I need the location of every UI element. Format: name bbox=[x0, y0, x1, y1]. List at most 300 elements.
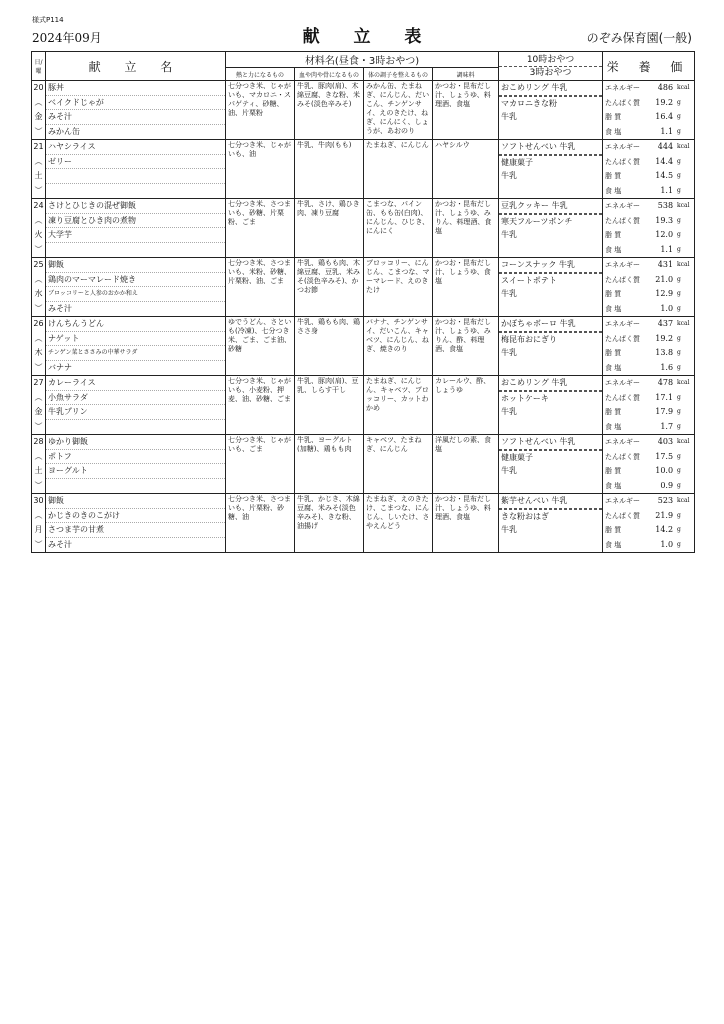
date-bracket-top: ︵ bbox=[34, 510, 43, 520]
date-bracket-bottom: ︶ bbox=[34, 480, 43, 490]
ingredient-cell: 牛乳、豚肉(肩)、豆乳、しらす干し bbox=[295, 376, 364, 435]
nutrient-protein bbox=[603, 391, 694, 406]
day-cell bbox=[32, 140, 46, 199]
date-bracket-top: ︵ bbox=[34, 451, 43, 461]
nutrient-label: 食 塩 bbox=[605, 422, 622, 431]
snack-pm-item: 寒天フルーツポンチ bbox=[499, 214, 602, 229]
day-of-week: 金 bbox=[34, 407, 43, 416]
snack-pm-item: きな粉おはぎ bbox=[499, 509, 602, 524]
dishes-cell bbox=[46, 258, 226, 317]
nutrient-protein bbox=[603, 450, 694, 465]
ingredient-cell: かつお・昆布だし汁、しょうゆ、料理酒、食塩 bbox=[433, 81, 499, 140]
dish-name: ベイクドじゃが bbox=[46, 96, 225, 111]
nutrient-value: 431 bbox=[657, 260, 674, 269]
nutrient-value: 19.3 bbox=[655, 215, 674, 225]
nutrient-label: エネルギー bbox=[605, 438, 641, 446]
date-number: 24 bbox=[33, 201, 44, 210]
day-cell bbox=[32, 494, 46, 553]
nutrient-label: 食 塩 bbox=[605, 127, 622, 136]
date-bracket-top: ︵ bbox=[34, 215, 43, 225]
ing-energy-header: 熱と力になるもの bbox=[226, 68, 295, 81]
nutrient-unit: kcal bbox=[677, 202, 690, 209]
day-of-week: 月 bbox=[34, 525, 43, 534]
nutrient-fat bbox=[603, 169, 694, 184]
dishes-cell bbox=[46, 435, 226, 494]
nutrient-label: 食 塩 bbox=[605, 186, 622, 195]
nutrient-value: 16.4 bbox=[655, 112, 674, 121]
ingredient-cell: たまねぎ、にんじん、キャベツ、ブロッコリー、カットわかめ bbox=[364, 376, 433, 435]
nutrient-unit: kcal bbox=[677, 143, 690, 150]
nutrient-unit: g bbox=[677, 511, 681, 519]
nutrient-energy bbox=[603, 435, 694, 450]
snack-cell bbox=[499, 258, 603, 317]
nutrient-energy bbox=[603, 81, 694, 96]
date-bracket-top: ︵ bbox=[34, 156, 43, 166]
nutrient-label: 脂 質 bbox=[605, 172, 622, 180]
nutrient-label: エネルギー bbox=[605, 320, 641, 328]
nutrient-unit: kcal bbox=[677, 379, 690, 386]
day-of-week: 土 bbox=[34, 466, 43, 475]
dish-name: みそ汁 bbox=[48, 303, 72, 313]
snack-am: おこめリング 牛乳 bbox=[499, 376, 602, 391]
nutrient-unit: kcal bbox=[677, 261, 690, 268]
nutrient-unit: g bbox=[677, 408, 681, 415]
day-of-week: 土 bbox=[34, 171, 43, 180]
nutrient-salt bbox=[603, 538, 694, 553]
nutrient-value: 538 bbox=[657, 201, 674, 210]
ingredient-cell: かつお・昆布だし汁、しょうゆ、食塩 bbox=[433, 258, 499, 317]
year-month: 2024年09月 bbox=[32, 31, 102, 45]
nutrient-label: エネルギー bbox=[605, 497, 641, 505]
dish-name: 御飯 bbox=[46, 258, 225, 273]
nutrient-value: 478 bbox=[657, 378, 674, 387]
dish-name: みそ汁 bbox=[46, 110, 225, 125]
nutrition-cell bbox=[603, 81, 695, 140]
dish-name bbox=[46, 420, 225, 435]
snack-am: コーンスナック 牛乳 bbox=[499, 258, 602, 273]
nutrient-label: たんぱく質 bbox=[605, 216, 641, 225]
nutrient-fat bbox=[603, 464, 694, 479]
snack-am: かぼちゃボーロ 牛乳 bbox=[499, 317, 602, 332]
menu-day-row bbox=[32, 494, 695, 553]
nutrient-value: 1.1 bbox=[660, 185, 674, 195]
day-cell bbox=[32, 258, 46, 317]
nutrient-label: 食 塩 bbox=[605, 481, 622, 490]
menu-day-row bbox=[32, 435, 695, 494]
dish-name: けんちんうどん bbox=[46, 317, 225, 332]
dish-name: チンゲン菜とささみの中華サラダ bbox=[46, 346, 225, 361]
day-of-week: 水 bbox=[34, 289, 43, 298]
nutrient-protein bbox=[603, 96, 694, 111]
nutrient-label: 食 塩 bbox=[605, 363, 622, 372]
dish-name: 鶏肉のマーマレード焼き bbox=[46, 273, 225, 288]
date-bracket-bottom: ︶ bbox=[34, 539, 43, 549]
nutrient-value: 14.5 bbox=[655, 171, 674, 180]
nutrient-salt bbox=[603, 184, 694, 199]
ingredient-cell: こまつな、パイン缶、もも缶(白肉)、にんじん、ひじき、にんにく bbox=[364, 199, 433, 258]
date-bracket-bottom: ︶ bbox=[34, 362, 43, 372]
nutrient-label: 食 塩 bbox=[605, 304, 622, 313]
nutrient-unit: g bbox=[677, 481, 681, 489]
nutrient-unit: g bbox=[677, 113, 681, 120]
day-of-week: 火 bbox=[34, 230, 43, 239]
ing-seasoning-header: 調味料 bbox=[433, 68, 499, 81]
nutrient-label: たんぱく質 bbox=[605, 157, 641, 166]
nutrient-unit: g bbox=[677, 98, 681, 106]
nutrient-energy bbox=[603, 199, 694, 214]
snack-am: ソフトせんべい 牛乳 bbox=[499, 140, 602, 155]
ing-body-header: 血や肉や骨になるもの bbox=[295, 68, 364, 81]
nutrient-value: 17.1 bbox=[655, 392, 674, 402]
nutrient-value: 486 bbox=[657, 83, 674, 92]
nutrient-unit: g bbox=[677, 172, 681, 179]
nutrient-unit: g bbox=[677, 186, 681, 194]
snack-pm-drink: 牛乳 bbox=[501, 171, 518, 180]
dish-name bbox=[46, 243, 225, 258]
nutrient-unit: g bbox=[677, 275, 681, 283]
ingredient-cell: 七分つき米、じゃがいも、小麦粉、押麦、油、砂糖、ごま bbox=[226, 376, 295, 435]
ingredient-cell: 牛乳、牛肉(もも) bbox=[295, 140, 364, 199]
nutrient-protein bbox=[603, 332, 694, 347]
snack-am: ソフトせんべい 牛乳 bbox=[499, 435, 602, 450]
snack-pm-item: スイートポテト bbox=[499, 273, 602, 288]
date-bracket-top: ︵ bbox=[34, 392, 43, 402]
snack-cell bbox=[499, 199, 603, 258]
dishes-cell bbox=[46, 140, 226, 199]
dish-name: 御飯 bbox=[46, 494, 225, 509]
snack-cell bbox=[499, 140, 603, 199]
form-number: 様式P114 bbox=[32, 16, 64, 24]
nutrient-value: 1.0 bbox=[660, 303, 674, 313]
snack-pm-drink: 牛乳 bbox=[501, 348, 518, 357]
snack-pm-drink: 牛乳 bbox=[501, 525, 518, 534]
nutrient-label: 食 塩 bbox=[605, 245, 622, 254]
nutrient-unit: kcal bbox=[677, 320, 690, 327]
nutrient-unit: g bbox=[677, 393, 681, 401]
menu-table bbox=[31, 51, 695, 553]
menu-day-row bbox=[32, 81, 695, 140]
nutrient-label: エネルギー bbox=[605, 379, 641, 387]
snack-cell bbox=[499, 494, 603, 553]
ingredient-cell: 牛乳、ヨーグルト(加糖)、鶏もも肉 bbox=[295, 435, 364, 494]
dish-name: ゼリー bbox=[46, 155, 225, 170]
dishes-cell bbox=[46, 317, 226, 376]
dish-name: みかん缶 bbox=[48, 126, 80, 136]
ingredients-header: 材料名(昼食・3時おやつ) bbox=[226, 52, 499, 68]
snack-cell bbox=[499, 435, 603, 494]
nutrient-unit: g bbox=[677, 216, 681, 224]
date-bracket-top: ︵ bbox=[34, 274, 43, 284]
ingredient-cell: かつお・昆布だし汁、しょうゆ、みりん、料理酒、食塩 bbox=[433, 199, 499, 258]
ingredient-cell: 牛乳、かじき、木綿豆腐、米みそ(淡色辛みそ)、きな粉、油揚げ bbox=[295, 494, 364, 553]
dish-name: ヨーグルト bbox=[46, 464, 225, 479]
nutrient-protein bbox=[603, 509, 694, 524]
nutrient-value: 17.5 bbox=[655, 451, 674, 461]
ingredient-cell: かつお・昆布だし汁、しょうゆ、みりん、酢、料理酒、食塩 bbox=[433, 317, 499, 376]
nutrient-value: 1.1 bbox=[660, 126, 674, 136]
nutrient-unit: g bbox=[677, 452, 681, 460]
dish-name: ナゲット bbox=[46, 332, 225, 347]
dish-name bbox=[46, 169, 225, 184]
dish-name: 凍り豆腐とひき肉の煮物 bbox=[46, 214, 225, 229]
nutrient-fat bbox=[603, 405, 694, 420]
nutrient-unit: g bbox=[677, 231, 681, 238]
dish-name: ハヤシライス bbox=[46, 140, 225, 155]
nutrient-value: 1.0 bbox=[660, 539, 674, 549]
nutrient-fat bbox=[603, 346, 694, 361]
nutrient-value: 444 bbox=[657, 142, 674, 151]
snack-pm-item: 健康菓子 bbox=[499, 450, 602, 465]
nutrient-unit: g bbox=[677, 540, 681, 548]
snack-pm-drink: 牛乳 bbox=[501, 230, 518, 239]
snack-cell bbox=[499, 376, 603, 435]
snack-pm-item: 健康菓子 bbox=[499, 155, 602, 170]
nutrient-label: エネルギー bbox=[605, 84, 641, 92]
nutrient-value: 19.2 bbox=[655, 333, 674, 343]
dishes-cell bbox=[46, 199, 226, 258]
nutrient-value: 1.7 bbox=[660, 421, 674, 431]
day-of-week: 木 bbox=[34, 348, 43, 357]
nutrition-cell bbox=[603, 199, 695, 258]
nutrient-unit: g bbox=[677, 349, 681, 356]
dishes-cell bbox=[46, 81, 226, 140]
snack-pm-drink: 牛乳 bbox=[501, 112, 518, 121]
ingredient-cell: 七分つき米、じゃがいも、マカロニ・スパゲティ、砂糖、油、片栗粉 bbox=[226, 81, 295, 140]
nutrition-cell bbox=[603, 317, 695, 376]
nutrition-cell bbox=[603, 258, 695, 317]
day-cell bbox=[32, 435, 46, 494]
dish-name: 小魚サラダ bbox=[46, 391, 225, 406]
nutrition-cell bbox=[603, 140, 695, 199]
date-bracket-bottom: ︶ bbox=[34, 185, 43, 195]
date-number: 27 bbox=[33, 378, 44, 387]
dish-name: ブロッコリーと人参のおかか和え bbox=[46, 287, 225, 302]
nutrient-energy bbox=[603, 317, 694, 332]
nutrient-unit: g bbox=[677, 290, 681, 297]
nutrient-energy bbox=[603, 494, 694, 509]
day-header: 日/曜 bbox=[32, 52, 46, 81]
day-of-week: 金 bbox=[34, 112, 43, 121]
nutrient-value: 19.2 bbox=[655, 97, 674, 107]
nutrient-fat bbox=[603, 228, 694, 243]
nutrient-label: 脂 質 bbox=[605, 290, 622, 298]
nutrient-unit: kcal bbox=[677, 438, 690, 445]
ingredient-cell: 七分つき米、さつまいも、米粉、砂糖、片栗粉、油、ごま bbox=[226, 258, 295, 317]
dish-name bbox=[46, 479, 225, 494]
ingredient-cell: カレールウ、酢、しょうゆ bbox=[433, 376, 499, 435]
day-cell bbox=[32, 376, 46, 435]
dish-name: みそ汁 bbox=[48, 539, 72, 549]
ingredient-cell: 牛乳、鶏もも肉、鶏ささ身 bbox=[295, 317, 364, 376]
menu-name-header: 献 立 名 bbox=[46, 52, 226, 81]
dish-name: かじきのきのこがけ bbox=[46, 509, 225, 524]
nutrient-label: 脂 質 bbox=[605, 467, 622, 475]
nutrient-salt bbox=[603, 302, 694, 317]
nutrient-fat bbox=[603, 523, 694, 538]
nutrition-cell bbox=[603, 435, 695, 494]
nutrient-value: 17.9 bbox=[655, 407, 674, 416]
nutrient-unit: g bbox=[677, 467, 681, 474]
nutrition-cell bbox=[603, 376, 695, 435]
nutrient-fat bbox=[603, 110, 694, 125]
nutrient-unit: g bbox=[677, 127, 681, 135]
nutrient-label: エネルギー bbox=[605, 202, 641, 210]
dish-name: 豚丼 bbox=[46, 81, 225, 96]
date-number: 25 bbox=[33, 260, 44, 269]
nutrient-energy bbox=[603, 258, 694, 273]
ingredient-cell: 牛乳、鶏もも肉、木綿豆腐、豆乳、米みそ(淡色辛みそ)、かつお節 bbox=[295, 258, 364, 317]
nutrient-label: エネルギー bbox=[605, 143, 641, 151]
date-bracket-top: ︵ bbox=[34, 333, 43, 343]
ingredient-cell: 七分つき米、じゃがいも、油 bbox=[226, 140, 295, 199]
menu-day-row bbox=[32, 258, 695, 317]
nutrient-salt bbox=[603, 479, 694, 494]
ingredient-cell: みかん缶、たまねぎ、にんじん、だいこん、チンゲンサイ、えのきたけ、ねぎ、にんにく、しょうが、あおのり bbox=[364, 81, 433, 140]
day-cell bbox=[32, 81, 46, 140]
ingredient-cell: たまねぎ、にんじん bbox=[364, 140, 433, 199]
nutrient-label: 脂 質 bbox=[605, 408, 622, 416]
nutrient-label: たんぱく質 bbox=[605, 98, 641, 107]
snack-header bbox=[499, 52, 603, 81]
nutrient-label: たんぱく質 bbox=[605, 275, 641, 284]
nutrient-value: 14.2 bbox=[655, 525, 674, 534]
dish-name bbox=[46, 184, 225, 199]
nutrient-value: 14.4 bbox=[655, 156, 674, 166]
ingredient-cell: ゆでうどん、さといも(冷凍)、七分つき米、ごま、ごま油、砂糖 bbox=[226, 317, 295, 376]
dish-name: ゆかり御飯 bbox=[46, 435, 225, 450]
nutrient-value: 437 bbox=[657, 319, 674, 328]
ingredient-cell: たまねぎ、えのきたけ、こまつな、にんじん、しいたけ、さやえんどう bbox=[364, 494, 433, 553]
nutrient-label: エネルギー bbox=[605, 261, 641, 269]
nutrient-label: たんぱく質 bbox=[605, 393, 641, 402]
date-number: 30 bbox=[33, 496, 44, 505]
nutrient-salt bbox=[603, 420, 694, 435]
nutrient-unit: g bbox=[677, 526, 681, 533]
ingredient-cell: バナナ、チンゲンサイ、だいこん、キャベツ、にんじん、ねぎ、焼きのり bbox=[364, 317, 433, 376]
nutrient-salt bbox=[603, 361, 694, 376]
nutrient-label: 脂 質 bbox=[605, 349, 622, 357]
ingredient-cell: キャベツ、たまねぎ、にんじん bbox=[364, 435, 433, 494]
dish-name: ポトフ bbox=[46, 450, 225, 465]
nutrient-value: 13.8 bbox=[655, 348, 674, 357]
nutrient-label: 脂 質 bbox=[605, 113, 622, 121]
snack-pm-header: 3時おやつ bbox=[529, 67, 572, 78]
nutrient-value: 403 bbox=[657, 437, 674, 446]
nutrient-fat bbox=[603, 287, 694, 302]
nutrient-value: 0.9 bbox=[660, 480, 674, 490]
date-bracket-top: ︵ bbox=[34, 97, 43, 107]
nutrient-unit: g bbox=[677, 422, 681, 430]
nutrient-label: たんぱく質 bbox=[605, 452, 641, 461]
day-cell bbox=[32, 199, 46, 258]
menu-day-row bbox=[32, 140, 695, 199]
nutrient-salt bbox=[603, 125, 694, 140]
snack-am-header: 10時おやつ bbox=[499, 54, 602, 67]
snack-pm-drink: 牛乳 bbox=[501, 407, 518, 416]
nutrient-energy bbox=[603, 140, 694, 155]
ing-condition-header: 体の調子を整えるもの bbox=[364, 68, 433, 81]
nutrient-label: たんぱく質 bbox=[605, 511, 641, 520]
nutrient-unit: g bbox=[677, 334, 681, 342]
ingredient-cell: 七分つき米、さつまいも、片栗粉、砂糖、油 bbox=[226, 494, 295, 553]
ingredient-cell: 洋風だしの素、食塩 bbox=[433, 435, 499, 494]
snack-cell bbox=[499, 81, 603, 140]
nutrient-value: 1.6 bbox=[660, 362, 674, 372]
dish-name: さつま芋の甘煮 bbox=[46, 523, 225, 538]
nutrient-value: 12.9 bbox=[655, 289, 674, 298]
date-number: 21 bbox=[33, 142, 44, 151]
dishes-cell bbox=[46, 376, 226, 435]
nutrient-unit: g bbox=[677, 157, 681, 165]
date-bracket-bottom: ︶ bbox=[34, 244, 43, 254]
snack-am: 豆乳クッキー 牛乳 bbox=[499, 199, 602, 214]
nutrient-unit: kcal bbox=[677, 84, 690, 91]
nutrient-value: 21.0 bbox=[655, 274, 674, 284]
date-number: 20 bbox=[33, 83, 44, 92]
nutrient-value: 10.0 bbox=[655, 466, 674, 475]
nutrient-unit: g bbox=[677, 363, 681, 371]
snack-pm-drink: 牛乳 bbox=[501, 466, 518, 475]
snack-am: おこめリング 牛乳 bbox=[499, 81, 602, 96]
dish-name: バナナ bbox=[48, 362, 72, 372]
ingredient-cell: 七分つき米、さつまいも、砂糖、片栗粉、ごま bbox=[226, 199, 295, 258]
day-cell bbox=[32, 317, 46, 376]
nutrient-label: たんぱく質 bbox=[605, 334, 641, 343]
nutrient-value: 21.9 bbox=[655, 510, 674, 520]
nutrient-energy bbox=[603, 376, 694, 391]
snack-pm-item: 梅昆布おにぎり bbox=[499, 332, 602, 347]
organization-name: のぞみ保育園(一般) bbox=[586, 31, 692, 45]
dish-name: さけとひじきの混ぜ御飯 bbox=[46, 199, 225, 214]
dish-name: 牛乳プリン bbox=[46, 405, 225, 420]
ingredient-cell: かつお・昆布だし汁、しょうゆ、料理酒、食塩 bbox=[433, 494, 499, 553]
ingredient-cell: ブロッコリー、にんじん、こまつな、マーマレード、えのきたけ bbox=[364, 258, 433, 317]
page-title: 献 立 表 bbox=[302, 27, 436, 47]
snack-cell bbox=[499, 317, 603, 376]
ingredient-cell: 牛乳、豚肉(肩)、木綿豆腐、きな粉、米みそ(淡色辛みそ) bbox=[295, 81, 364, 140]
nutrition-cell bbox=[603, 494, 695, 553]
nutrient-unit: kcal bbox=[677, 497, 690, 504]
nutrient-label: 食 塩 bbox=[605, 540, 622, 549]
snack-pm-item: ホットケーキ bbox=[499, 391, 602, 406]
menu-day-row bbox=[32, 376, 695, 435]
date-bracket-bottom: ︶ bbox=[34, 126, 43, 136]
nutrient-protein bbox=[603, 273, 694, 288]
nutrient-value: 523 bbox=[657, 496, 674, 505]
ingredient-cell: ハヤシルウ bbox=[433, 140, 499, 199]
date-bracket-bottom: ︶ bbox=[34, 303, 43, 313]
nutrient-unit: g bbox=[677, 304, 681, 312]
nutrient-protein bbox=[603, 155, 694, 170]
dish-name: 大学芋 bbox=[46, 228, 225, 243]
nutrition-header: 栄 養 価 bbox=[603, 52, 695, 81]
date-number: 28 bbox=[33, 437, 44, 446]
ingredient-cell: 七分つき米、じゃがいも、ごま bbox=[226, 435, 295, 494]
nutrient-value: 1.1 bbox=[660, 244, 674, 254]
nutrient-salt bbox=[603, 243, 694, 258]
date-number: 26 bbox=[33, 319, 44, 328]
ingredient-cell: 牛乳、さけ、鶏ひき肉、凍り豆腐 bbox=[295, 199, 364, 258]
menu-day-row bbox=[32, 317, 695, 376]
dishes-cell bbox=[46, 494, 226, 553]
nutrient-label: 脂 質 bbox=[605, 231, 622, 239]
date-bracket-bottom: ︶ bbox=[34, 421, 43, 431]
nutrient-value: 12.0 bbox=[655, 230, 674, 239]
snack-am: 紫芋せんべい 牛乳 bbox=[499, 494, 602, 509]
snack-pm-drink: 牛乳 bbox=[501, 289, 518, 298]
nutrient-unit: g bbox=[677, 245, 681, 253]
menu-day-row bbox=[32, 199, 695, 258]
